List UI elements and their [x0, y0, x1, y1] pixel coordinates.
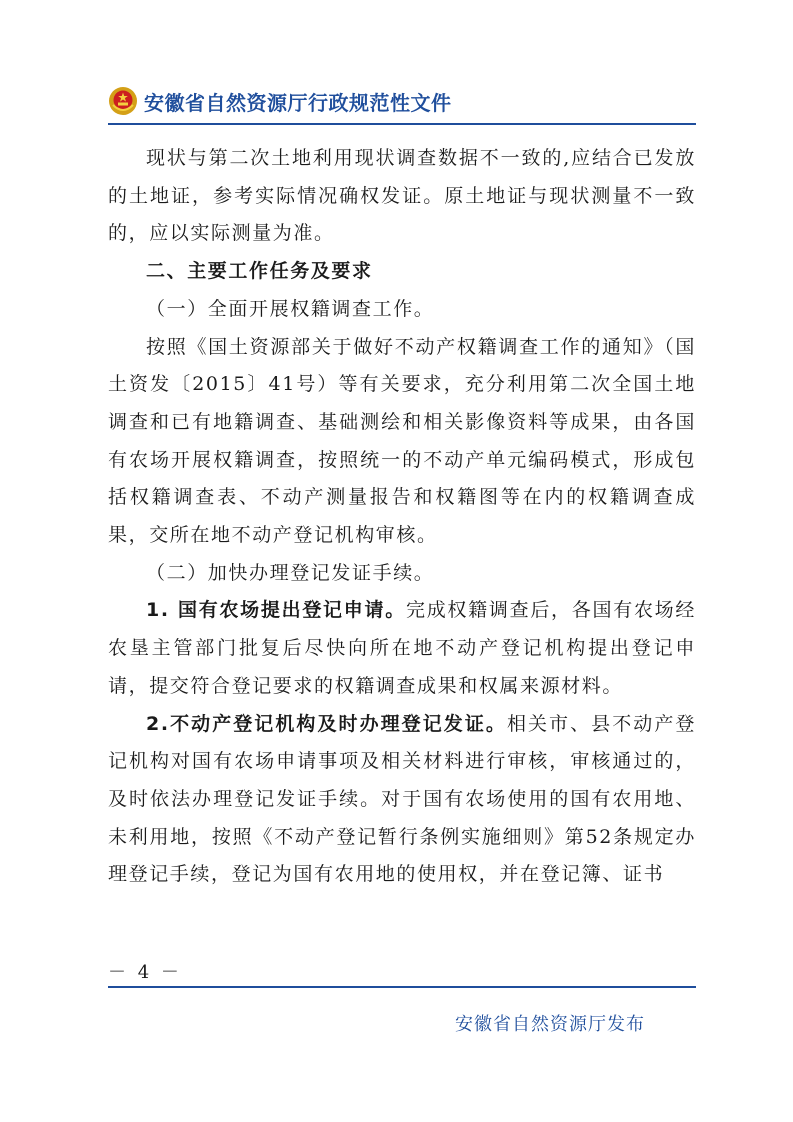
national-emblem-icon	[108, 86, 138, 116]
paragraph-survey: 按照《国土资源部关于做好不动产权籍调查工作的通知》（国土资发〔2015〕41号）等有关要求，充分利用第二次全国土地调查和已有地籍调查、基础测绘和相关影像资料等成果，由各国有农场开展权籍调查，按照统一的不动产单元编码模式，形成包括权籍调查表、不动产测量报告和权籍图等在内的权籍调查成果，交所在地不动产登记机构审核。	[108, 335, 696, 547]
item-2-text: 相关市、县不动产登记机构对国有农场申请事项及相关材料进行审核，审核通过的，及时依法办理登记发证手续。对于国有农场使用的国有农用地、未利用地，按照《不动产登记暂行条例实施细则》第52条规定办理登记手续，登记为国有农用地的使用权，并在登记簿、证书	[108, 712, 696, 886]
document-body	[108, 140, 696, 894]
document-header-title: 安徽省自然资源厅行政规范性文件	[144, 90, 452, 115]
paragraph-item-1	[108, 592, 696, 705]
footer-divider	[108, 986, 696, 988]
paragraph-item-2	[108, 706, 696, 895]
item-1-lead: 1. 国有农场提出登记申请。	[146, 599, 406, 622]
header-divider	[108, 123, 696, 125]
paragraph-continuation: 现状与第二次土地利用现状调查数据不一致的,应结合已发放的土地证，参考实际情况确权发证。原土地证与现状测量不一致的，应以实际测量为准。	[108, 147, 696, 245]
subsection-heading: （一）全面开展权籍调查工作。	[146, 297, 435, 320]
item-1-text: 完成权籍调查后，各国有农场经农垦主管部门批复后尽快向所在地不动产登记机构提出登记申请，提交符合登记要求的权籍调查成果和权属来源材料。	[108, 599, 696, 697]
page-number: － 4 －	[108, 962, 182, 983]
item-2-lead: 2.不动产登记机构及时办理登记发证。	[146, 712, 507, 735]
document-header	[108, 84, 452, 118]
section-heading: 二、主要工作任务及要求	[146, 260, 373, 283]
subsection-heading: （二）加快办理登记发证手续。	[146, 561, 435, 584]
footer-publisher: 安徽省自然资源厅发布	[455, 1014, 645, 1035]
